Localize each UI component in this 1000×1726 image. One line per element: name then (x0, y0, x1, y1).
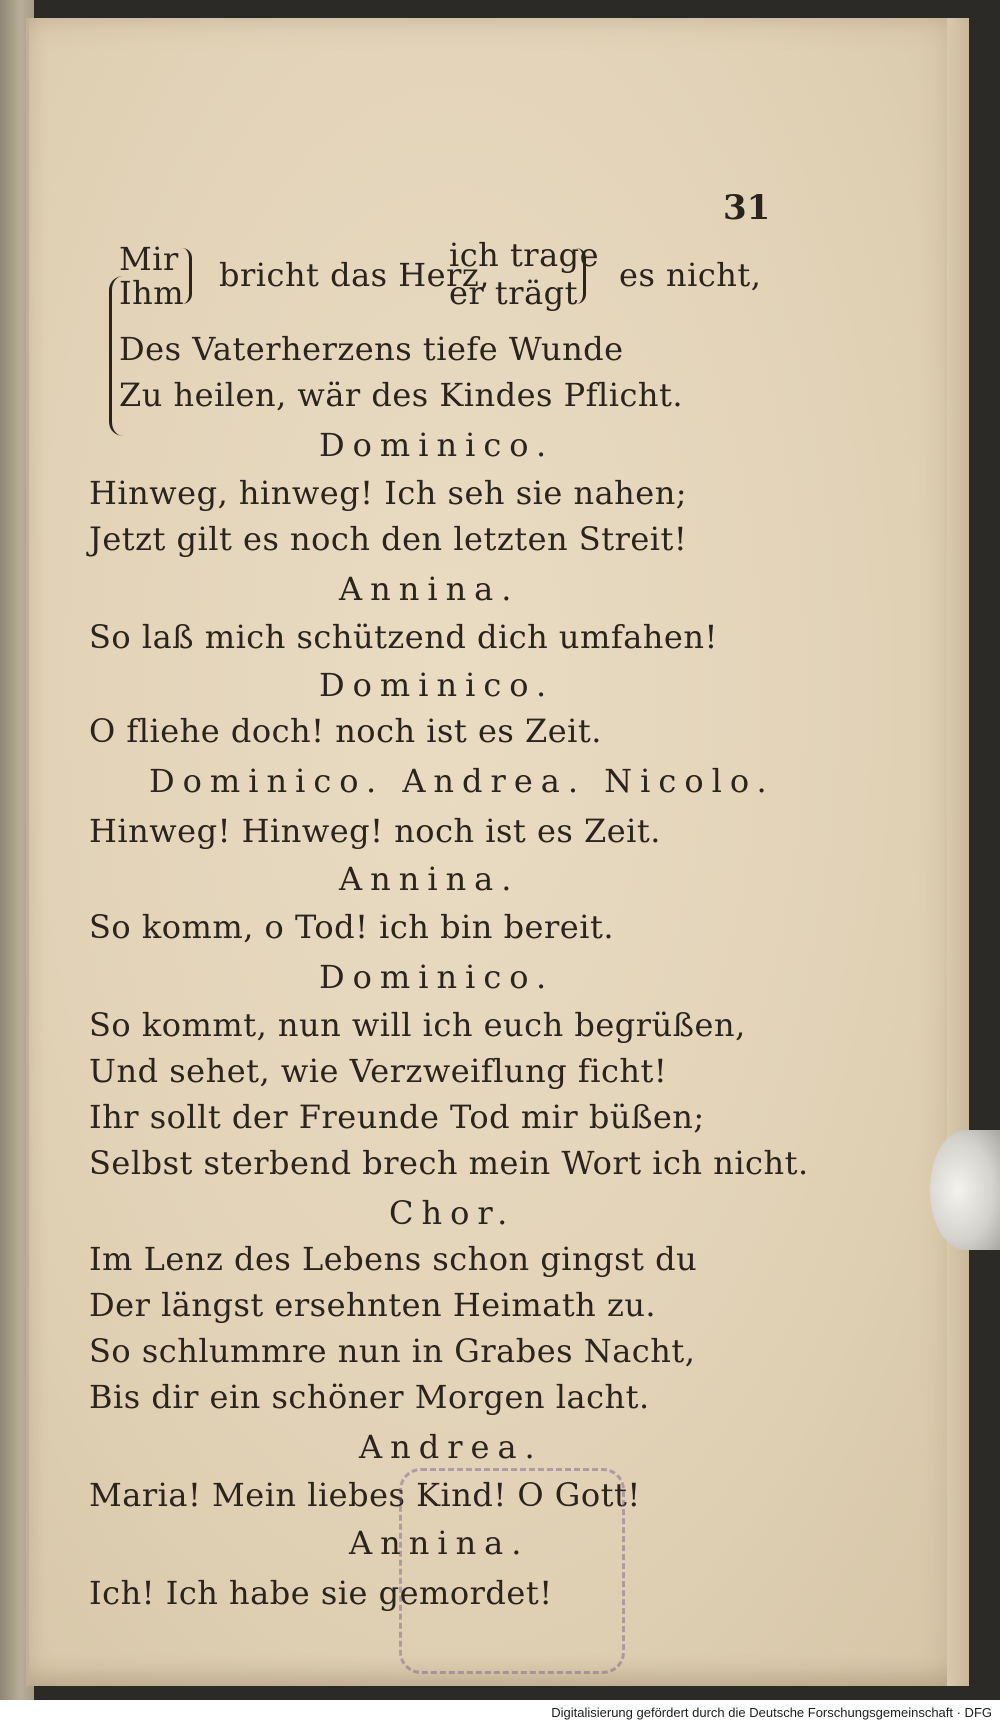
text-line: So kommt, nun will ich euch begrüßen, (89, 1006, 746, 1044)
text-line: Der längst ersehnten Heimath zu. (89, 1286, 657, 1324)
text-line: O fliehe doch! noch ist es Zeit. (89, 712, 602, 750)
verse-ich-trage: ich trage (449, 236, 600, 274)
speaker-label-trio: Dominico. Andrea. Nicolo. (149, 762, 775, 800)
text-line: Des Vaterherzens tiefe Wunde (119, 330, 624, 368)
text-line: Maria! Mein liebes Kind! O Gott! (89, 1476, 641, 1514)
text-line: Zu heilen, wär des Kindes Pflicht. (119, 376, 684, 414)
speaker-label: Dominico. (319, 426, 555, 464)
speaker-label: Chor. (389, 1194, 516, 1232)
text-line: Selbst sterbend brech mein Wort ich nicht. (89, 1144, 809, 1182)
text-line: Bis dir ein schöner Morgen lacht. (89, 1378, 650, 1416)
text-line: Ihr sollt der Freunde Tod mir büßen; (89, 1098, 705, 1136)
page-edge (947, 18, 969, 1686)
text-line: So schlummre nun in Grabes Nacht, (89, 1332, 696, 1370)
library-stamp (399, 1468, 625, 1674)
speaker-label: Dominico. (319, 666, 555, 704)
glass-clip (930, 1130, 1000, 1250)
footer-credit: Digitalisierung gefördert durch die Deutsche Forschungsgemeinschaft · DFG (551, 1705, 992, 1720)
verse-word-ihm: Ihm (119, 274, 185, 312)
verse-inner-brace (181, 248, 192, 304)
speaker-label: Annina. (339, 860, 520, 898)
text-line: Hinweg, hinweg! Ich seh sie nahen; (89, 474, 688, 512)
speaker-label: Dominico. (319, 958, 555, 996)
page-number: 31 (723, 188, 771, 228)
book-page (26, 18, 969, 1686)
digitization-footer (0, 1700, 1000, 1726)
text-line: So komm, o Tod! ich bin bereit. (89, 908, 614, 946)
verse-er-traegt: er trägt (449, 274, 578, 312)
text-line: Jetzt gilt es noch den letzten Streit! (89, 520, 688, 558)
text-line: Ich! Ich habe sie gemordet! (89, 1574, 553, 1612)
verse-es-nicht: es nicht, (619, 256, 762, 294)
speaker-label: Annina. (349, 1524, 530, 1562)
text-line: Und sehet, wie Verzweiflung ficht! (89, 1052, 668, 1090)
text-line: So laß mich schützend dich umfahen! (89, 618, 718, 656)
verse-bricht: bricht das Herz, (219, 256, 490, 294)
text-line: Im Lenz des Lebens schon gingst du (89, 1240, 698, 1278)
text-line: Hinweg! Hinweg! noch ist es Zeit. (89, 812, 661, 850)
speaker-label: Andrea. (359, 1428, 543, 1466)
verse-word-mir: Mir (119, 240, 179, 278)
verse-inner-brace-2 (575, 248, 586, 304)
speaker-label: Annina. (339, 570, 520, 608)
